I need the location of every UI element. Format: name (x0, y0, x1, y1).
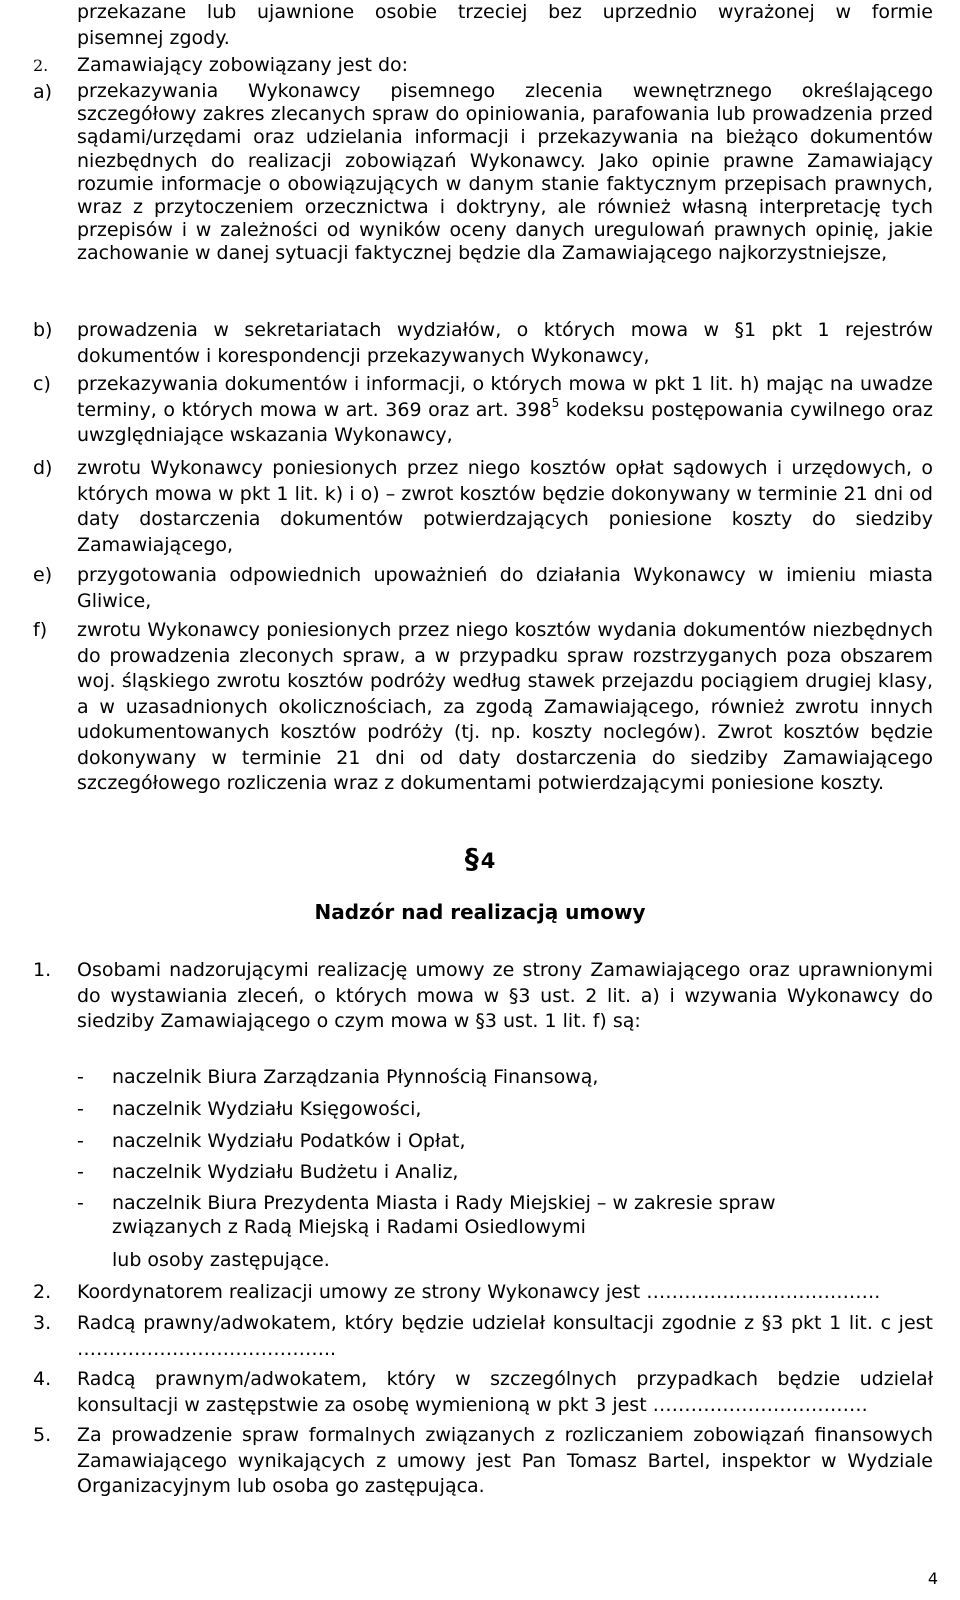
dash-bullet: - (77, 1192, 84, 1214)
section-num: 4 (480, 849, 496, 873)
dash-bullet: - (77, 1130, 84, 1152)
supervisor-tail-text: lub osoby zastępujące. (112, 1249, 330, 1271)
item-text: Zamawiający zobowiązany jest do: (77, 54, 409, 76)
list-label: 2. (33, 1281, 52, 1303)
list-label: b) (33, 319, 53, 341)
supervisor-text: naczelnik Wydziału Budżetu i Analiz, (112, 1161, 459, 1183)
list-item-f (33, 618, 933, 797)
list-label: a) (33, 81, 53, 103)
list-item-d (33, 456, 933, 558)
numbered-item-2 (33, 1280, 933, 1306)
dash-bullet: - (77, 1066, 84, 1088)
supervisor-item (77, 1065, 933, 1091)
list-item-c (33, 372, 933, 449)
supervisor-item (77, 1129, 933, 1155)
list-text: Radcą prawny/adwokatem, który będzie udzielał konsultacji zgodnie z §3 pkt 1 lit. c jest ………………………………….. (77, 1312, 933, 1360)
dash-bullet: - (77, 1161, 84, 1183)
list-label: c) (33, 373, 51, 395)
list-label: f) (33, 619, 48, 641)
list-item-a (33, 80, 933, 266)
numbered-item-4 (33, 1367, 933, 1418)
supervisor-text: naczelnik Wydziału Podatków i Opłat, (112, 1130, 466, 1152)
list-text: przekazywania Wykonawcy pisemnego zlecenia wewnętrznego określającego szczegółowy zakres zlecanych spraw do opiniowania, parafowania lub prowadzenia przed sądami/urzędami oraz udzielania informacji i przekazywania na bieżąco dokumentów niezbędnych do realizacji zobowiązań Wykonawcy. Jako opinie prawne Zamawiający rozumie informacje o obowiązujących w danym stanie faktycznym przepisach prawnych, wraz z przytoczeniem orzecznictwa i doktryny, ale również własną interpretację tych przepisów i w zależności od wyników oceny danych uregulowań prawnych opinię, jakie zachowanie w danej sytuacji faktycznej będzie dla Zamawiającego najkorzystniejsze, (77, 80, 933, 265)
item-number: 2. (33, 56, 49, 75)
list-text-part: kodeksu postępowania cywilnego oraz uwzględniające wskazania Wykonawcy, (77, 398, 933, 446)
list-text (77, 372, 933, 449)
page-number: 4 (927, 1569, 938, 1588)
section-number (0, 842, 960, 875)
intro-continuation (77, 0, 933, 51)
list-label: 4. (33, 1368, 52, 1390)
list-text: Koordynatorem realizacji umowy ze strony Wykonawcy jest ………………………………. (77, 1281, 881, 1303)
list-text: przygotowania odpowiednich upoważnień do działania Wykonawcy w imieniu miasta Gliwice, (77, 564, 933, 612)
numbered-item-1 (33, 958, 933, 1035)
supervisor-item (77, 1160, 933, 1186)
list-text-part: przekazywania dokumentów i informacji, o których mowa w pkt 1 lit. h) mając na uwadze terminy, o których mowa w art. 369 oraz art. 398 (77, 373, 933, 421)
list-text: Radcą prawnym/adwokatem, który w szczególnych przypadkach będzie udzielał konsultacji w zastępstwie za osobę wymienioną w pkt 3 jest ……………………………. (77, 1368, 933, 1416)
section-symbol: § (464, 842, 479, 875)
supervisor-text: naczelnik Biura Zarządzania Płynnością Finansową, (112, 1066, 599, 1088)
list-item-b (33, 318, 933, 369)
list-label: d) (33, 457, 53, 479)
list-text: Za prowadzenie spraw formalnych związanych z rozliczaniem zobowiązań finansowych Zamawiającego wynikających z umowy jest Pan Tomasz Bartel, inspektor w Wydziale Organizacyjnym lub osoba go zastępująca. (77, 1424, 933, 1497)
list-label: 5. (33, 1424, 52, 1446)
list-text: zwrotu Wykonawcy poniesionych przez niego kosztów opłat sądowych i urzędowych, o których mowa w pkt 1 lit. k) i o) – zwrot kosztów będzie dokonywany w terminie 21 dni od daty dostarczenia dokumentów potwierdzających poniesione koszty do siedziby Zamawiającego, (77, 457, 933, 556)
list-label: 1. (33, 959, 52, 981)
section-title: Nadzór nad realizacją umowy (314, 900, 646, 924)
supervisor-item (77, 1097, 933, 1123)
intro-line: przekazane lub ujawnione osobie trzeciej bez uprzednio wyrażonej w formie (77, 1, 933, 23)
intro-line: pisemnej zgody. (77, 26, 230, 49)
dash-bullet: - (77, 1098, 84, 1120)
numbered-item-3 (33, 1311, 933, 1362)
list-text: zwrotu Wykonawcy poniesionych przez niego kosztów wydania dokumentów niezbędnych do prowadzenia zleconych spraw, a w przypadku spraw rozstrzyganych poza obszarem woj. śląskiego zwrotu kosztów podróży według stawek przejazdu pociągiem drugiej klasy, a w uzasadnionych okolicznościach, za zgodą Zamawiającego, również zwrotu innych udokumentowanych kosztów podróży (tj. np. koszty noclegów). Zwrot kosztów będzie dokonywany w terminie 21 dni od daty dostarczenia do siedziby Zamawiającego szczegółowego rozliczenia wraz z dokumentami potwierdzającymi poniesione koszty. (77, 619, 933, 794)
list-label: 3. (33, 1312, 52, 1334)
supervisor-text: naczelnik Biura Prezydenta Miasta i Rady Miejskiej – w zakresie spraw związanych z Radą Miejską i Radami Osiedlowymi (112, 1192, 776, 1238)
numbered-item-5 (33, 1423, 933, 1500)
supervisor-text: naczelnik Wydziału Księgowości, (112, 1098, 422, 1120)
list-item-e (33, 563, 933, 614)
supervisor-item (77, 1191, 877, 1239)
superscript: 5 (551, 396, 560, 411)
supervisor-tail (77, 1248, 933, 1274)
list-text: prowadzenia w sekretariatach wydziałów, o których mowa w §1 pkt 1 rejestrów dokumentów i korespondencji przekazywanych Wykonawcy, (77, 319, 933, 367)
list-text: Osobami nadzorującymi realizację umowy ze strony Zamawiającego oraz uprawnionymi do wystawiania zleceń, o których mowa w §3 ust. 2 lit. a) i wzywania Wykonawcy do siedziby Zamawiającego o czym mowa w §3 ust. 1 lit. f) są: (77, 959, 933, 1032)
list-label: e) (33, 564, 53, 586)
obligations-header (33, 53, 933, 79)
